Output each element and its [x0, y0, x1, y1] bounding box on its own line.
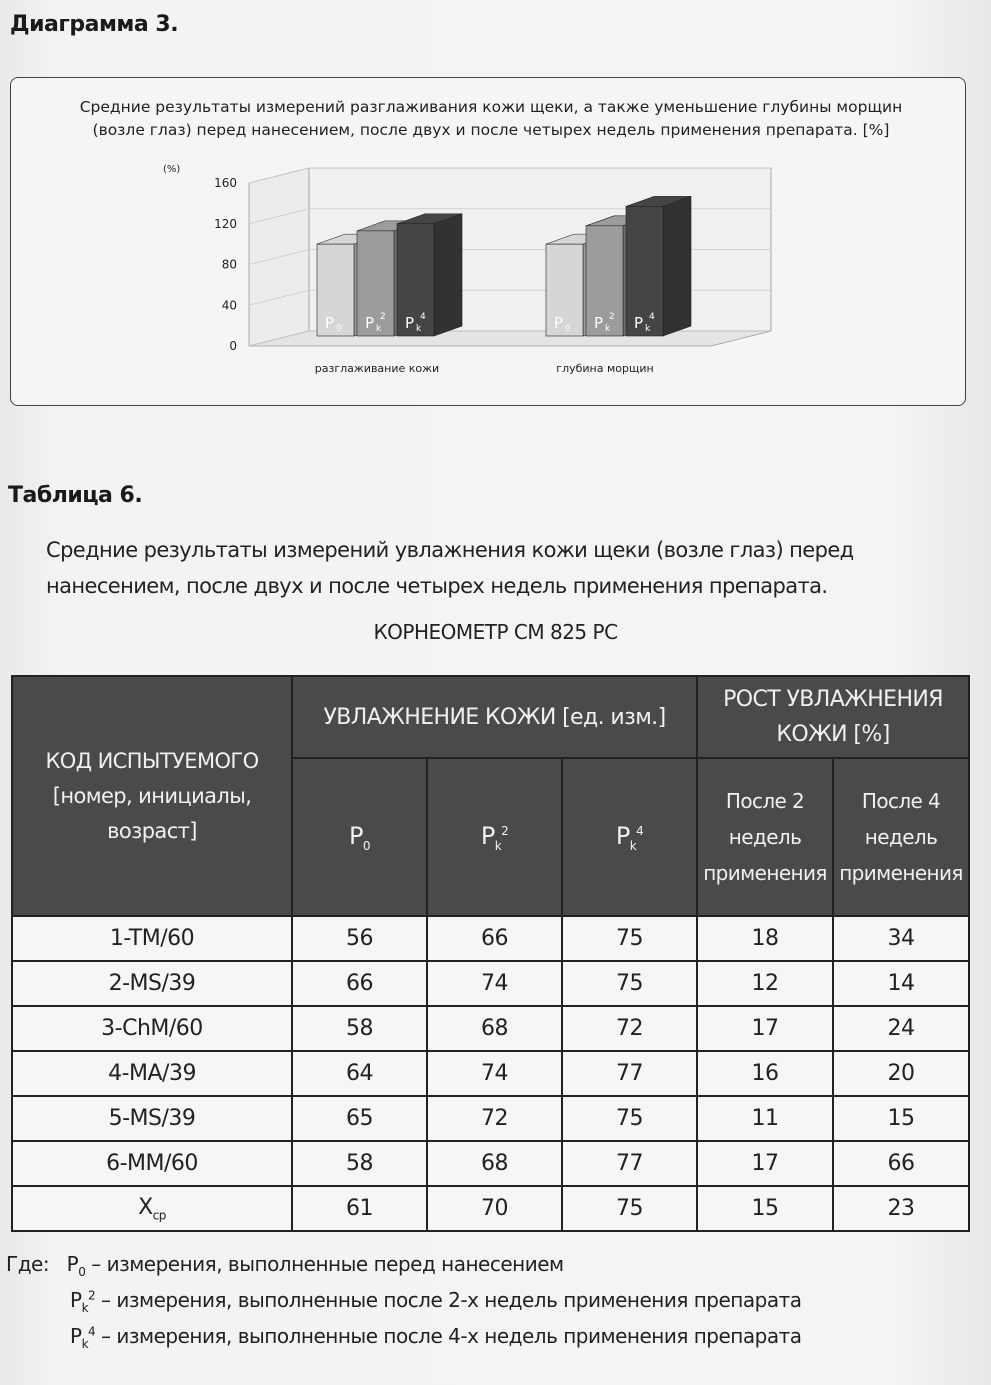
- header-after-4-line-2: недель: [864, 825, 938, 849]
- bar-label-Pk2: P: [594, 314, 604, 332]
- header-pk2: [427, 758, 562, 916]
- note-prefix: Где:: [6, 1252, 50, 1276]
- y-tick-label: 80: [221, 257, 237, 272]
- bar-label-sup-Pk2: 2: [609, 312, 615, 322]
- header-subject-code: [12, 676, 292, 916]
- header-subject-code-line-3: возраст]: [107, 818, 197, 843]
- bar-label-sub-Pk2: k: [605, 324, 611, 334]
- cell-pk4: 75: [562, 916, 697, 961]
- cell-growth-4: 34: [833, 916, 969, 961]
- header-pk4: [562, 758, 697, 916]
- y-tick-label: 40: [221, 298, 237, 313]
- cell-growth-2: 17: [697, 1006, 833, 1051]
- header-subject-code-line-2: [номер, инициалы,: [52, 783, 252, 808]
- header-moisture-growth-line-1: РОСТ УВЛАЖНЕНИЯ: [723, 687, 943, 712]
- note-p0-sub: 0: [78, 1265, 86, 1279]
- bar-label-P0: P: [325, 314, 335, 332]
- chart-title-line-2: (возле глаз) перед нанесением, после двух и после четырех недель применения препарата. [%]: [92, 121, 890, 139]
- bar-label-sub-Pk2: k: [376, 324, 382, 334]
- header-after-2-line-1: После 2: [725, 789, 805, 813]
- header-after-2-weeks: [697, 758, 833, 916]
- cell-avg-pk4: 75: [562, 1186, 697, 1231]
- header-pk4-sub: k: [629, 838, 637, 853]
- bar-label-Pk2: P: [365, 314, 375, 332]
- cell-subject: 4-MA/39: [12, 1051, 292, 1096]
- cell-growth-2: 18: [697, 916, 833, 961]
- header-pk4-sup: 4: [636, 823, 644, 838]
- note-line-1-text: – измерения, выполненные перед нанесением: [85, 1252, 564, 1276]
- table-heading: Таблица 6.: [8, 483, 143, 508]
- note-pk4-sub: k: [81, 1337, 89, 1351]
- bar-label-sub-Pk4: k: [645, 324, 651, 334]
- bar-label-Pk4: P: [634, 314, 644, 332]
- x-category-label: глубина морщин: [556, 362, 654, 375]
- table-row: [12, 1096, 969, 1141]
- cell-p0: 64: [292, 1051, 427, 1096]
- cell-avg-growth-4: 23: [833, 1186, 969, 1231]
- header-after-4-line-3: применения: [839, 861, 963, 885]
- cell-subject: 1-TM/60: [12, 916, 292, 961]
- table-row: [12, 916, 969, 961]
- header-after-2-line-2: недель: [728, 825, 802, 849]
- header-p0: [292, 758, 427, 916]
- bar-Pk4: [397, 224, 434, 336]
- cell-pk2: 74: [427, 1051, 562, 1096]
- bar-label-P0: P: [554, 314, 564, 332]
- cell-p0: 58: [292, 1006, 427, 1051]
- cell-pk4: 77: [562, 1051, 697, 1096]
- cell-avg-p0: 61: [292, 1186, 427, 1231]
- table-row: [12, 1141, 969, 1186]
- bar-side-Pk4: [434, 214, 462, 336]
- header-moisture-growth-line-2: КОЖИ [%]: [776, 722, 890, 747]
- header-pk2-sub: k: [494, 838, 502, 853]
- header-moisture: УВЛАЖНЕНИЕ КОЖИ [ед. изм.]: [292, 676, 697, 758]
- cell-growth-2: 11: [697, 1096, 833, 1141]
- average-label-base: X: [138, 1194, 153, 1220]
- bar-label-sup-Pk2: 2: [380, 312, 386, 322]
- header-after-2-line-3: применения: [703, 861, 827, 885]
- cell-avg-pk2: 70: [427, 1186, 562, 1231]
- y-axis-label: (%): [163, 164, 181, 175]
- bar-label-sup-Pk4: 4: [420, 312, 426, 322]
- note-line-3: [70, 1324, 801, 1351]
- table-row: [12, 1051, 969, 1096]
- cell-subject: 6-MM/60: [12, 1141, 292, 1186]
- bar-side-Pk4: [663, 196, 691, 336]
- average-label-sub: ср: [152, 1208, 166, 1223]
- cell-pk2: 68: [427, 1141, 562, 1186]
- header-moisture-growth: [697, 676, 969, 758]
- note-pk4-sup: 4: [88, 1324, 96, 1339]
- note-pk4-base: P: [70, 1324, 82, 1348]
- table-description-line-1: Средние результаты измерений увлажнения кожи щеки (возле глаз) перед: [46, 538, 854, 562]
- bar-chart-3d: [11, 78, 965, 405]
- cell-average-label: [12, 1186, 292, 1231]
- header-after-4-line-1: После 4: [861, 789, 941, 813]
- y-tick-label: 120: [214, 216, 237, 231]
- table-row: [12, 961, 969, 1006]
- cell-subject: 2-MS/39: [12, 961, 292, 1006]
- bar-label-sub-P0: 0: [565, 324, 571, 334]
- table-row-average: [12, 1186, 969, 1231]
- bar-Pk2: [586, 226, 623, 336]
- note-pk2-base: P: [70, 1288, 82, 1312]
- cell-growth-2: 12: [697, 961, 833, 1006]
- bar-P0: [546, 244, 583, 336]
- bar-Pk2: [357, 231, 394, 336]
- bar-Pk4: [626, 206, 663, 336]
- header-p0-sub: 0: [362, 838, 370, 853]
- bar-label-sub-P0: 0: [336, 324, 342, 334]
- bar-label-Pk4: P: [405, 314, 415, 332]
- bar-P0: [317, 244, 354, 336]
- device-label: КОРНЕОМЕТР CM 825 PC: [373, 620, 618, 644]
- header-pk4-base: P: [615, 821, 630, 850]
- cell-growth-4: 15: [833, 1096, 969, 1141]
- table-row: [12, 1006, 969, 1051]
- chart-frame: [10, 77, 966, 406]
- note-pk2-sub: k: [81, 1301, 89, 1315]
- cell-pk2: 74: [427, 961, 562, 1006]
- note-line-3-text: – измерения, выполненные после 4-х недель применения препарата: [95, 1324, 802, 1348]
- header-after-4-weeks: [833, 758, 969, 916]
- table-body: [12, 916, 969, 1231]
- cell-growth-4: 14: [833, 961, 969, 1006]
- chart-title-line-1: Средние результаты измерений разглаживания кожи щеки, а также уменьшение глубины морщин: [79, 98, 903, 116]
- note-line-2-text: – измерения, выполненные после 2-х недель применения препарата: [95, 1288, 802, 1312]
- cell-avg-growth-2: 15: [697, 1186, 833, 1231]
- cell-pk2: 66: [427, 916, 562, 961]
- table-description: [46, 532, 946, 604]
- bar-label-sub-Pk4: k: [416, 324, 422, 334]
- diagram-heading: Диаграмма 3.: [10, 12, 179, 37]
- y-tick-label: 160: [214, 176, 237, 190]
- x-category-label: разглаживание кожи: [314, 362, 440, 375]
- note-p0-base: P: [66, 1252, 79, 1276]
- header-pk2-sup: 2: [501, 823, 509, 838]
- cell-pk4: 75: [562, 1096, 697, 1141]
- cell-subject: 5-MS/39: [12, 1096, 292, 1141]
- table-header-row-1: [12, 676, 969, 758]
- cell-p0: 58: [292, 1141, 427, 1186]
- cell-growth-4: 66: [833, 1141, 969, 1186]
- y-tick-label: 0: [229, 339, 237, 353]
- header-subject-code-line-1: КОД ИСПЫТУЕМОГО: [45, 748, 259, 773]
- note-pk2-sup: 2: [88, 1288, 96, 1303]
- note-line-2: [70, 1288, 801, 1315]
- cell-growth-2: 16: [697, 1051, 833, 1096]
- bar-label-sup-Pk4: 4: [649, 312, 655, 322]
- header-p0-base: P: [349, 821, 363, 850]
- note-line-1: [6, 1252, 564, 1279]
- cell-pk2: 72: [427, 1096, 562, 1141]
- header-pk2-base: P: [480, 821, 495, 850]
- cell-growth-4: 20: [833, 1051, 969, 1096]
- cell-subject: 3-ChM/60: [12, 1006, 292, 1051]
- table-description-line-2: нанесением, после двух и после четырех недель применения препарата.: [46, 574, 828, 598]
- cell-p0: 65: [292, 1096, 427, 1141]
- cell-p0: 66: [292, 961, 427, 1006]
- results-table: [11, 675, 970, 1232]
- cell-pk4: 77: [562, 1141, 697, 1186]
- cell-pk2: 68: [427, 1006, 562, 1051]
- cell-p0: 56: [292, 916, 427, 961]
- cell-growth-2: 17: [697, 1141, 833, 1186]
- cell-growth-4: 24: [833, 1006, 969, 1051]
- cell-pk4: 75: [562, 961, 697, 1006]
- cell-pk4: 72: [562, 1006, 697, 1051]
